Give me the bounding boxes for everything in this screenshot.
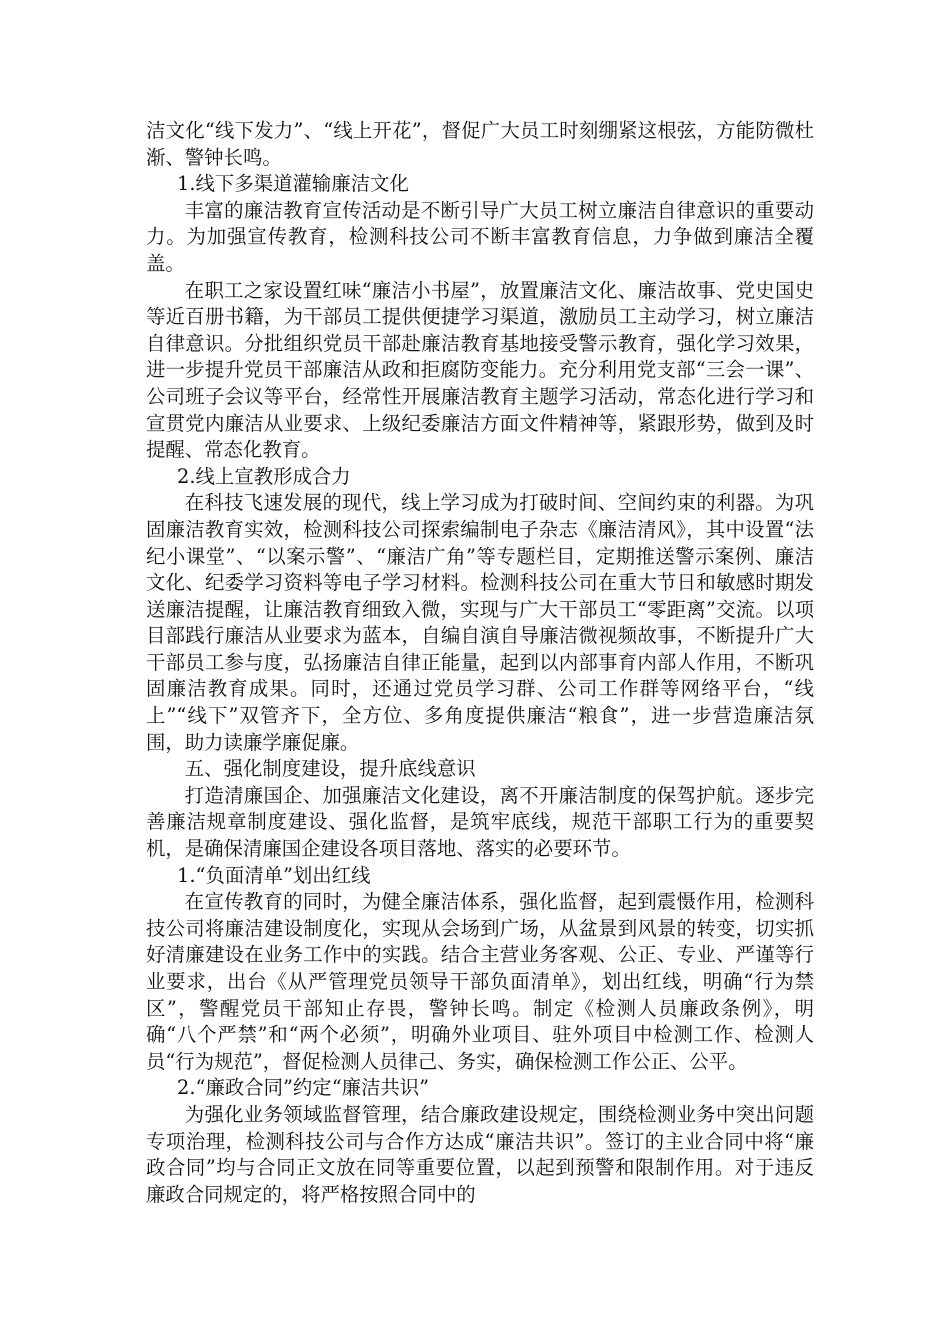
document-page: [146, 118, 814, 1208]
section-heading-system-building: 五、强化制度建设，提升底线意识: [184, 757, 476, 781]
paragraph: 在宣传教育的同时，为健全廉洁体系，强化监督，起到震慑作用，检测科技公司将廉洁建设制度化，实现从会场到广场，从盆景到风景的转变，切实抓好清廉建设在业务工作中的实践。结合主营业务客观、公正、专业、严谨等行业要求，出台《从严管理党员领导干部负面清单》，划出红线，明确“行为禁区”，警醒党员干部知止存畏，警钟长鸣。制定《检测人员廉政条例》，明确“八个严禁”和“两个必须”，明确外业项目、驻外项目中检测工作、检测人员“行为规范”，督促检测人员律己、务实，确保检测工作公正、公平。: [146, 890, 814, 1073]
paragraph-continuation: 洁文化“线下发力”、“线上开花”，督促广大员工时刻绷紧这根弦，方能防微杜渐、警钟长鸣。: [146, 119, 814, 169]
paragraph: 为强化业务领域监督管理，结合廉政建设规定，围绕检测业务中突出问题专项治理，检测科技公司与合作方达成“廉洁共识”。签订的主业合同中将“廉政合同”均与合同正文放在同等重要位置，以起到预警和限制作用。对于违反廉政合同规定的，将严格按照合同中的: [146, 1102, 814, 1206]
paragraph: 在职工之家设置红味“廉洁小书屋”，放置廉洁文化、廉洁故事、党史国史等近百册书籍，为干部员工提供便捷学习渠道，激励员工主动学习，树立廉洁自律意识。分批组织党员干部赴廉洁教育基地接受警示教育，强化学习效果，进一步提升党员干部廉洁从政和拒腐防变能力。充分利用党支部“三会一课”、公司班子会议等平台，经常性开展廉洁教育主题学习活动，常态化进行学习和宣贯党内廉洁从业要求、上级纪委廉洁方面文件精神等，紧跟形势，做到及时提醒、常态化教育。: [146, 278, 814, 462]
paragraph: 在科技飞速发展的现代，线上学习成为打破时间、空间约束的利器。为巩固廉洁教育实效，检测科技公司探索编制电子杂志《廉洁清风》，其中设置“法纪小课堂”、“以案示警”、“廉洁广角”等专题栏目，定期推送警示案例、廉洁文化、纪委学习资料等电子学习材料。检测科技公司在重大节日和敏感时期发送廉洁提醒，让廉洁教育细致入微，实现与广大干部员工“零距离”交流。以项目部践行廉洁从业要求为蓝本，自编自演自导廉洁微视频故事，不断提升广大干部员工参与度，弘扬廉洁自律正能量，起到以内部事育内部人作用，不断巩固廉洁教育成果。同时，还通过党员学习群、公司工作群等网络平台，“线上”“线下”双管齐下，全方位、多角度提供廉洁“粮食”，进一步营造廉洁氛围，助力读廉学廉促廉。: [146, 491, 814, 754]
paragraph: 打造清廉国企、加强廉洁文化建设，离不开廉洁制度的保驾护航。逐步完善廉洁规章制度建设、强化监督，是筑牢底线，规范干部职工行为的重要契机，是确保清廉国企建设各项目落地、落实的必要环节。: [146, 783, 814, 861]
subheading-integrity-contract: 2.“廉政合同”约定“廉洁共识”: [177, 1076, 430, 1100]
subheading-online-education: 2.线上宣教形成合力: [177, 464, 351, 488]
paragraph: 丰富的廉洁教育宣传活动是不断引导广大员工树立廉洁自律意识的重要动力。为加强宣传教育，检测科技公司不断丰富教育信息，力争做到廉洁全覆盖。: [146, 198, 814, 275]
subheading-offline-channels: 1.线下多渠道灌输廉洁文化: [177, 172, 409, 196]
subheading-negative-list: 1.“负面清单”划出红线: [177, 863, 371, 887]
